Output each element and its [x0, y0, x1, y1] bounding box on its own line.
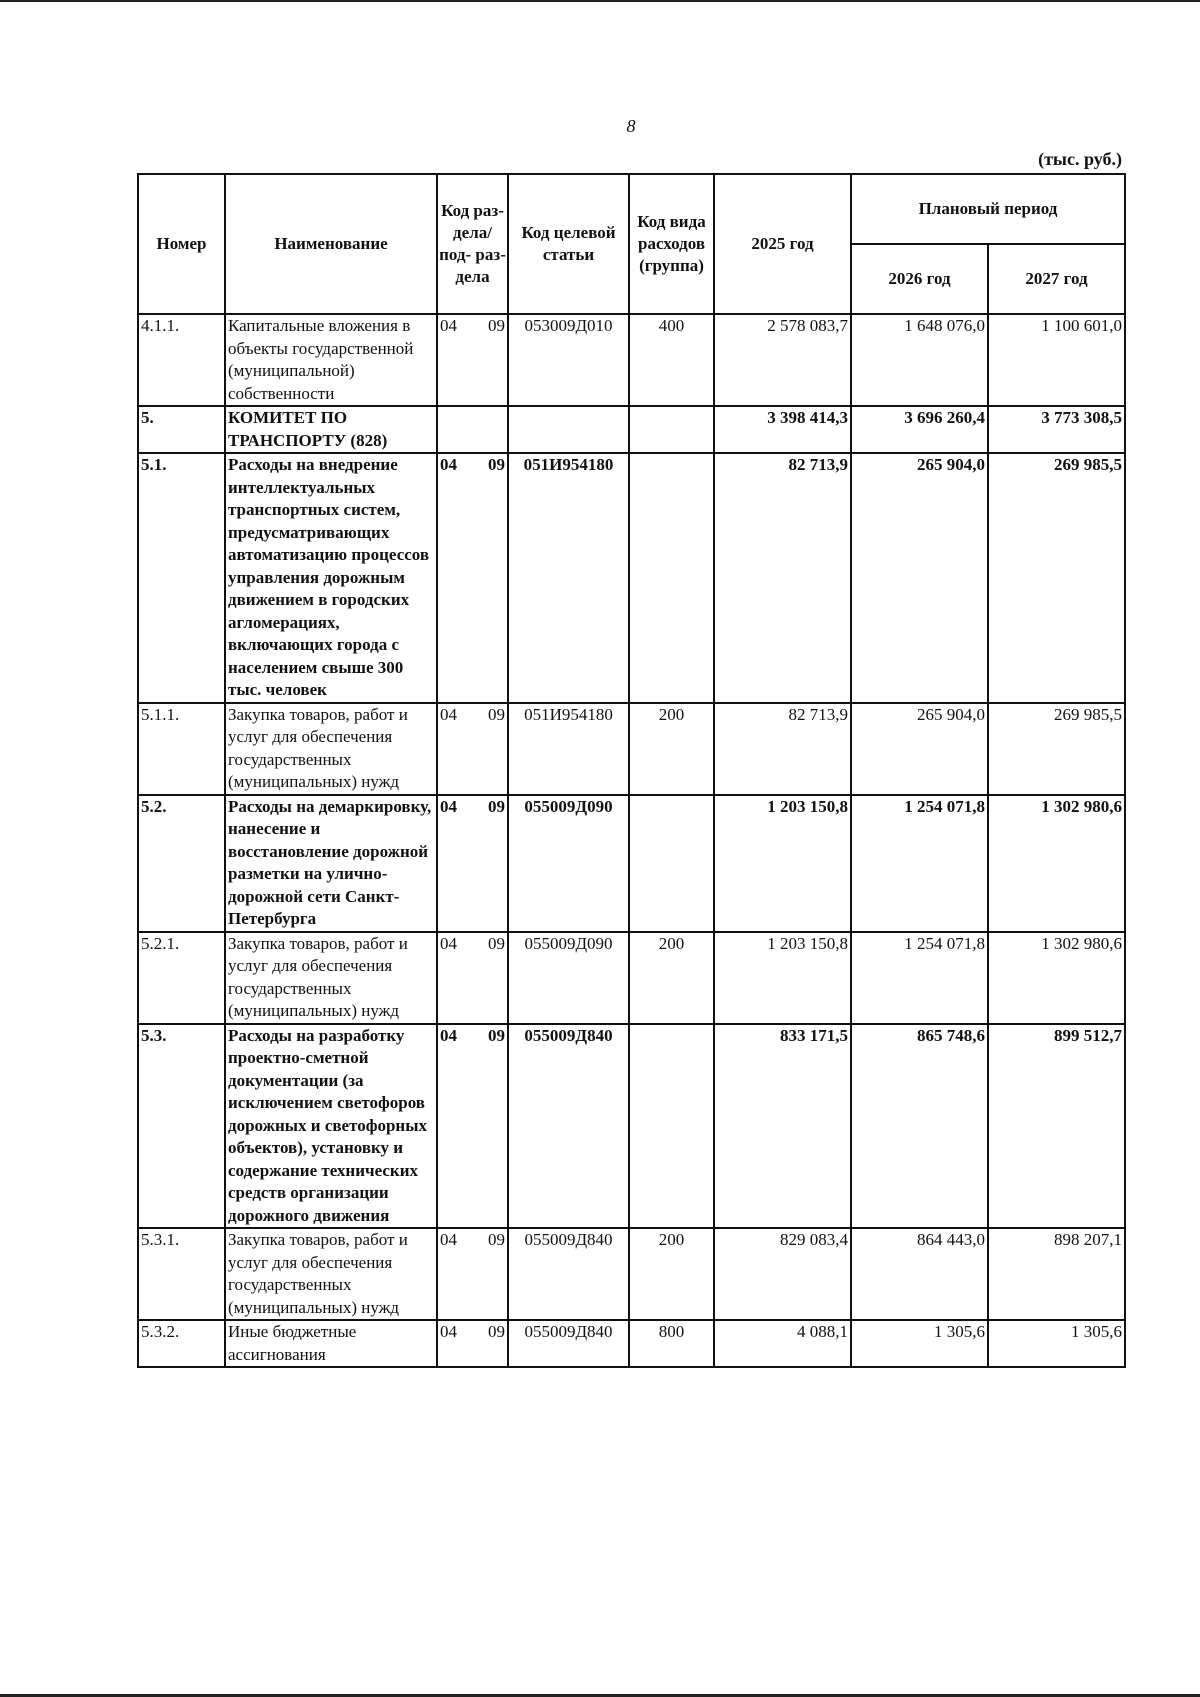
row-expense-group: 200 — [629, 932, 714, 1024]
header-planned-period: Плановый период — [851, 174, 1125, 244]
row-value-2027: 269 985,5 — [988, 703, 1125, 795]
row-value-2025: 1 203 150,8 — [714, 795, 851, 932]
subsection-code: 09 — [488, 1230, 505, 1249]
row-value-2025: 2 578 083,7 — [714, 314, 851, 406]
row-section-code — [437, 406, 508, 453]
section-code: 04 — [440, 1322, 457, 1341]
header-target-code: Код целевой статьи — [508, 174, 629, 314]
table-row — [138, 453, 1125, 703]
header-expense-kind: Код вида расходов (группа) — [629, 174, 714, 314]
row-value-2025: 833 171,5 — [714, 1024, 851, 1229]
row-value-2026: 3 696 260,4 — [851, 406, 988, 453]
row-value-2026: 1 254 071,8 — [851, 795, 988, 932]
row-value-2026: 1 648 076,0 — [851, 314, 988, 406]
units-label: (тыс. руб.) — [1038, 149, 1122, 169]
table-row — [138, 1024, 1125, 1229]
row-target-code — [508, 406, 629, 453]
row-value-2027: 269 985,5 — [988, 453, 1125, 703]
row-name: Расходы на демаркировку, нанесение и восстановление дорожной разметки на улично-дорожной сети Санкт-Петербурга — [225, 795, 437, 932]
row-name: Капитальные вложения в объекты государственной (муниципальной) собственности — [225, 314, 437, 406]
row-expense-group: 800 — [629, 1320, 714, 1367]
row-section-code — [437, 1228, 508, 1320]
header-year-2025: 2025 год — [714, 174, 851, 314]
row-value-2027: 898 207,1 — [988, 1228, 1125, 1320]
table-row — [138, 932, 1125, 1024]
table-row — [138, 1228, 1125, 1320]
row-number: 5.3. — [138, 1024, 225, 1229]
section-code: 04 — [440, 704, 457, 724]
row-value-2027: 1 302 980,6 — [988, 932, 1125, 1024]
header-number: Номер — [138, 174, 225, 314]
row-name: Закупка товаров, работ и услуг для обеспечения государственных (муниципальных) нужд — [225, 932, 437, 1024]
subsection-code: 09 — [488, 796, 505, 816]
row-value-2025: 4 088,1 — [714, 1320, 851, 1367]
row-expense-group: 200 — [629, 703, 714, 795]
row-value-2026: 265 904,0 — [851, 703, 988, 795]
row-value-2027: 899 512,7 — [988, 1024, 1125, 1229]
row-section-code — [437, 1320, 508, 1367]
row-section-code — [437, 314, 508, 406]
header-year-2026: 2026 год — [851, 244, 988, 314]
header-year-2027: 2027 год — [988, 244, 1125, 314]
row-expense-group — [629, 1024, 714, 1229]
table-row — [138, 1320, 1125, 1367]
row-number: 4.1.1. — [138, 314, 225, 406]
row-name: Расходы на внедрение интеллектуальных транспортных систем, предусматривающих автоматизацию процессов управления дорожным движением в городских агломерациях, включающих города с населением свыше 300 тыс. человек — [225, 453, 437, 703]
subsection-code: 09 — [488, 455, 505, 474]
row-value-2025: 829 083,4 — [714, 1228, 851, 1320]
table-row — [138, 314, 1125, 406]
row-number: 5.1.1. — [138, 703, 225, 795]
row-value-2026: 265 904,0 — [851, 453, 988, 703]
row-value-2026: 865 748,6 — [851, 1024, 988, 1229]
row-expense-group — [629, 406, 714, 453]
row-target-code: 055009Д090 — [508, 932, 629, 1024]
subsection-code: 09 — [488, 933, 505, 953]
row-value-2025: 82 713,9 — [714, 703, 851, 795]
row-section-code — [437, 703, 508, 795]
row-value-2027: 3 773 308,5 — [988, 406, 1125, 453]
section-code: 04 — [440, 933, 457, 953]
row-name: КОМИТЕТ ПО ТРАНСПОРТУ (828) — [225, 406, 437, 453]
subsection-code: 09 — [488, 316, 505, 335]
row-number: 5.2. — [138, 795, 225, 932]
table-row — [138, 703, 1125, 795]
row-section-code — [437, 795, 508, 932]
row-target-code: 053009Д010 — [508, 314, 629, 406]
row-name: Расходы на разработку проектно-сметной документации (за исключением светофоров дорожных и светофорных объектов), установку и содержание технических средств организации дорожного движения — [225, 1024, 437, 1229]
header-row — [138, 174, 1125, 244]
header-section-code: Код раз- дела/ под- раз- дела — [437, 174, 508, 314]
row-number: 5. — [138, 406, 225, 453]
row-expense-group: 200 — [629, 1228, 714, 1320]
section-code: 04 — [440, 455, 457, 474]
header-name: Наименование — [225, 174, 437, 314]
table-row — [138, 795, 1125, 932]
row-value-2026: 864 443,0 — [851, 1228, 988, 1320]
row-number: 5.2.1. — [138, 932, 225, 1024]
table-row — [138, 406, 1125, 453]
row-number: 5.3.2. — [138, 1320, 225, 1367]
section-code: 04 — [440, 1025, 457, 1045]
row-value-2025: 1 203 150,8 — [714, 932, 851, 1024]
row-value-2027: 1 100 601,0 — [988, 314, 1125, 406]
row-target-code: 055009Д840 — [508, 1320, 629, 1367]
row-value-2027: 1 305,6 — [988, 1320, 1125, 1367]
row-name: Закупка товаров, работ и услуг для обеспечения государственных (муниципальных) нужд — [225, 1228, 437, 1320]
section-code: 04 — [440, 796, 457, 816]
row-expense-group — [629, 453, 714, 703]
subsection-code: 09 — [488, 1025, 505, 1045]
row-target-code: 055009Д090 — [508, 795, 629, 932]
row-value-2026: 1 254 071,8 — [851, 932, 988, 1024]
row-value-2025: 3 398 414,3 — [714, 406, 851, 453]
page-top-border — [0, 0, 1200, 2]
row-number: 5.3.1. — [138, 1228, 225, 1320]
row-section-code — [437, 453, 508, 703]
row-target-code: 055009Д840 — [508, 1024, 629, 1229]
row-expense-group — [629, 795, 714, 932]
section-code: 04 — [440, 316, 457, 335]
row-value-2025: 82 713,9 — [714, 453, 851, 703]
page-number: 8 — [626, 116, 636, 136]
row-target-code: 051И954180 — [508, 703, 629, 795]
row-number: 5.1. — [138, 453, 225, 703]
row-value-2026: 1 305,6 — [851, 1320, 988, 1367]
row-expense-group: 400 — [629, 314, 714, 406]
row-section-code — [437, 932, 508, 1024]
section-code: 04 — [440, 1230, 457, 1249]
row-target-code: 055009Д840 — [508, 1228, 629, 1320]
budget-table — [137, 173, 1126, 1368]
subsection-code: 09 — [488, 704, 505, 724]
row-target-code: 051И954180 — [508, 453, 629, 703]
row-name: Иные бюджетные ассигнования — [225, 1320, 437, 1367]
row-section-code — [437, 1024, 508, 1229]
row-value-2027: 1 302 980,6 — [988, 795, 1125, 932]
subsection-code: 09 — [488, 1322, 505, 1341]
row-name: Закупка товаров, работ и услуг для обеспечения государственных (муниципальных) нужд — [225, 703, 437, 795]
